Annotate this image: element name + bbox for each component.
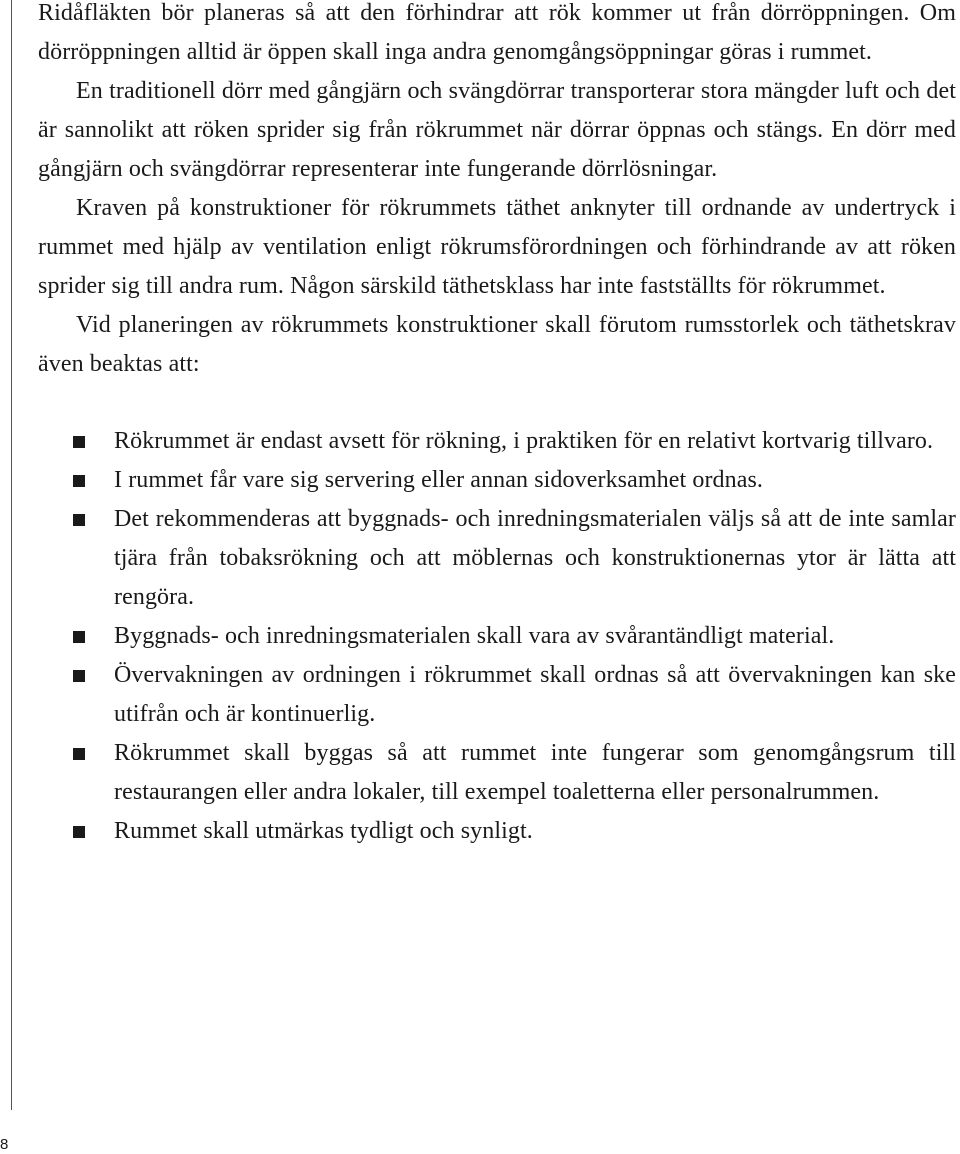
list-item-text: Rummet skall utmärkas tydligt och synligt. xyxy=(114,818,533,844)
list-item xyxy=(38,461,956,500)
list-item xyxy=(38,617,956,656)
list-item xyxy=(38,656,956,734)
list-item-text: Rökrummet är endast avsett för rökning, i praktiken för en relativt kortvarig tillvaro. xyxy=(114,428,934,454)
square-bullet-icon xyxy=(73,826,85,838)
list-item-text: Övervakningen av ordningen i rökrummet skall ordnas så att övervakningen kan ske utifrån och är kontinuerlig. xyxy=(114,662,956,727)
document-body xyxy=(38,0,956,851)
paragraph-traditional-door: En traditionell dörr med gångjärn och svängdörrar transporterar stora mängder luft och det är sannolikt att röken sprider sig från rökrummet när dörrar öppnas och stängs. En dörr med gångjärn och svängdörrar representerar inte fungerande dörrlösningar. xyxy=(38,78,956,182)
paragraph-smoke-curtain-fan: Ridåfläkten bör planeras så att den förhindrar att rök kommer ut från dörröppningen. Om dörröppningen alltid är öppen skall inga andra genomgångsöppningar göras i rummet. xyxy=(38,0,956,65)
paragraph-planning-intro: Vid planeringen av rökrummets konstruktioner skall förutom rumsstorlek och täthetskrav även beaktas att: xyxy=(38,312,956,377)
square-bullet-icon xyxy=(73,631,85,643)
margin-rule xyxy=(11,0,12,1110)
list-item-text: I rummet får vare sig servering eller annan sidoverksamhet ordnas. xyxy=(114,467,764,493)
square-bullet-icon xyxy=(73,670,85,682)
list-item xyxy=(38,734,956,812)
list-item-text: Rökrummet skall byggas så att rummet inte fungerar som genomgångsrum till restaurangen eller andra lokaler, till exempel toaletterna eller personalrummen. xyxy=(114,740,956,805)
list-item xyxy=(38,422,956,461)
requirements-list xyxy=(38,422,956,851)
page-number: 8 xyxy=(0,1136,9,1153)
list-item xyxy=(38,500,956,617)
list-item xyxy=(38,812,956,851)
list-item-text: Det rekommenderas att byggnads- och inredningsmaterialen väljs så att de inte samlar tjära från tobaksrökning och att möblernas och konstruktionernas ytor är lätta att rengöra. xyxy=(114,506,956,610)
square-bullet-icon xyxy=(73,436,85,448)
square-bullet-icon xyxy=(73,514,85,526)
square-bullet-icon xyxy=(73,748,85,760)
paragraph-tightness-requirements: Kraven på konstruktioner för rökrummets täthet anknyter till ordnande av undertryck i rummet med hjälp av ventilation enligt rökrumsförordningen och förhindrande av att röken sprider sig till andra rum. Någon särskild täthetsklass har inte fastställts för rökrummet. xyxy=(38,195,956,299)
square-bullet-icon xyxy=(73,475,85,487)
list-item-text: Byggnads- och inredningsmaterialen skall vara av svårantändligt material. xyxy=(114,623,835,649)
